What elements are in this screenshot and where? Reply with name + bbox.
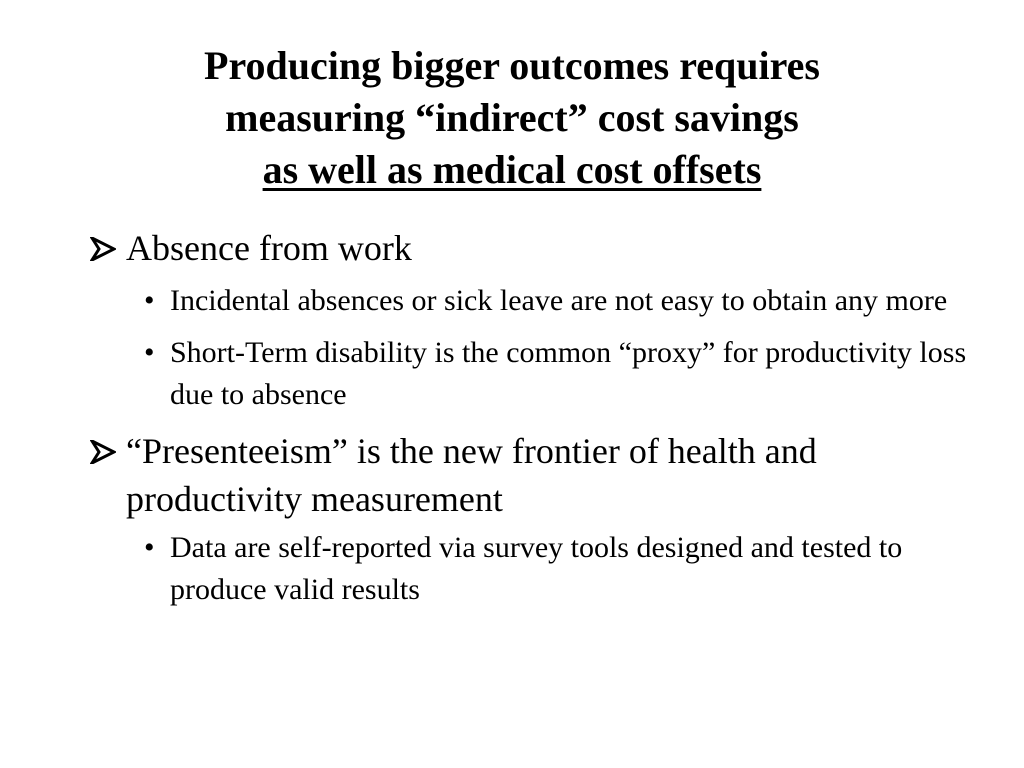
bullet-text: Absence from work [126,228,412,268]
bullet-item-absence [88,224,968,272]
dot-bullet-icon: • [144,531,155,564]
slide-body [88,224,968,611]
title-line-2: measuring “indirect” cost savings [225,95,799,140]
dot-bullet-icon: • [144,284,155,317]
sub-bullet-item [88,280,968,322]
sub-bullet-text: Incidental absences or sick leave are not easy to obtain any more [170,284,948,317]
title-line-1: Producing bigger outcomes requires [204,43,820,88]
dot-bullet-icon: • [144,336,155,369]
title-line-3: as well as medical cost offsets [262,147,762,192]
arrowhead-bullet-icon [88,427,126,475]
bullet-text: “Presenteeism” is the new frontier of health and productivity measurement [126,431,817,519]
sub-bullet-text: Data are self-reported via survey tools designed and tested to produce valid results [170,531,903,606]
sub-bullet-item [88,332,968,416]
sub-bullet-text: Short-Term disability is the common “proxy” for productivity loss due to absence [170,336,967,411]
sub-bullet-item [88,527,968,611]
arrowhead-bullet-icon [88,224,126,272]
slide-title [0,40,1024,196]
bullet-item-presenteeism [88,427,968,523]
